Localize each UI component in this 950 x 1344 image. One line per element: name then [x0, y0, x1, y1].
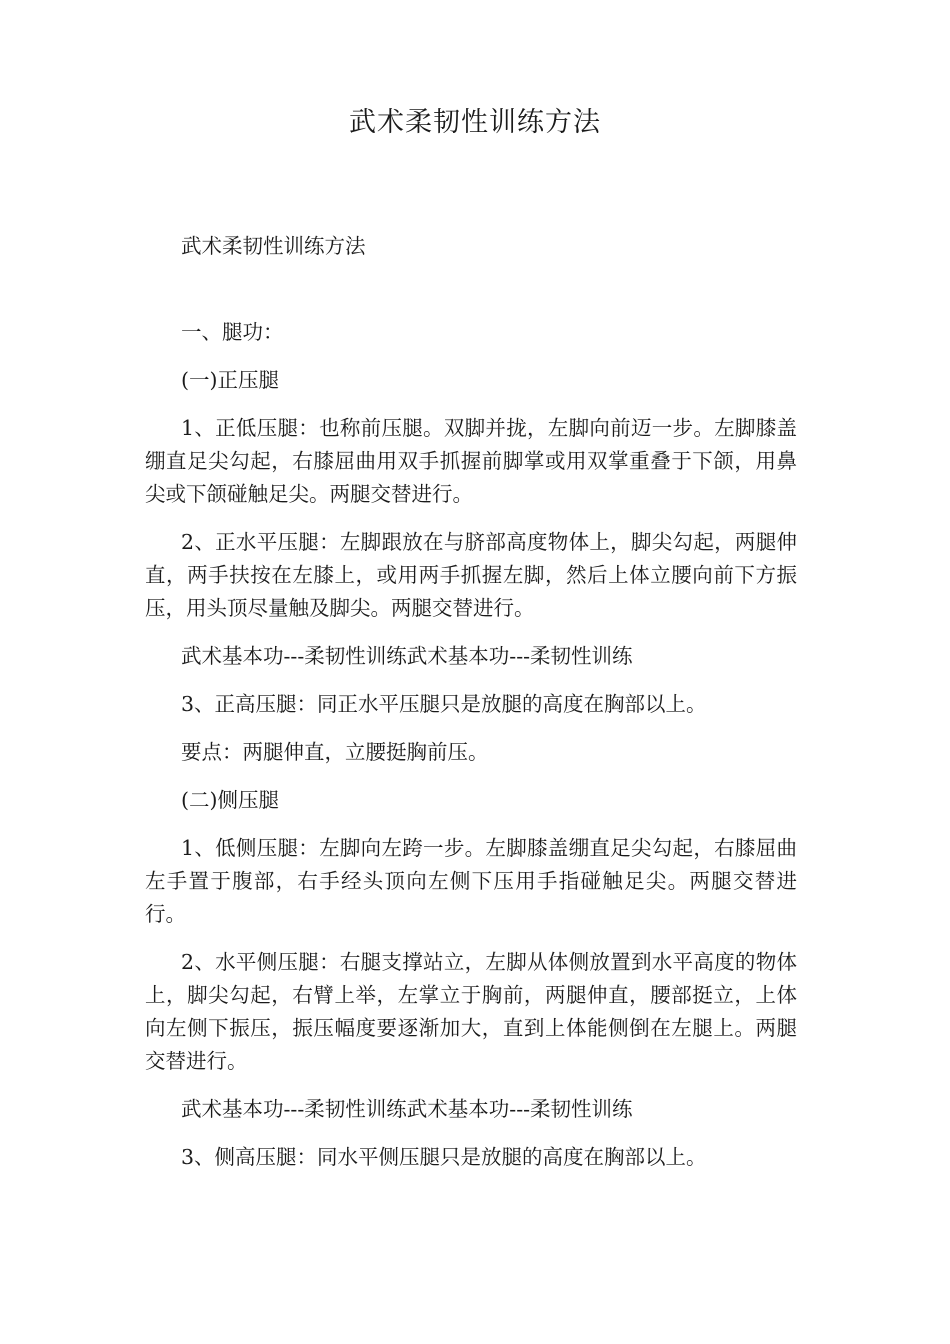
- paragraph-side-high-press: 3、侧高压腿：同水平侧压腿只是放腿的高度在胸部以上。: [181, 1145, 707, 1169]
- paragraph-side-level-press: 2、水平侧压腿：右腿支撑站立，左脚从体侧放置到水平高度的物体上，脚尖勾起，右臂上举，左掌立于胸前，两腿伸直，腰部挺立，上体向左侧下振压，振压幅度要逐渐加大，直到上体能侧倒在左腿上。两腿交替进行。: [145, 950, 797, 1073]
- paragraph-subtitle: 武术柔韧性训练方法: [181, 234, 366, 258]
- paragraph-front-level-press: 2、正水平压腿：左脚跟放在与脐部高度物体上，脚尖勾起，两腿伸直，两手扶按在左膝上，或用两手抓握左脚，然后上体立腰向前下方振压，用头顶尽量触及脚尖。两腿交替进行。: [145, 530, 797, 620]
- document-body: [145, 230, 797, 1174]
- paragraph-front-low-press: 1、正低压腿：也称前压腿。双脚并拢，左脚向前迈一步。左脚膝盖绷直足尖勾起，右膝屈曲用双手抓握前脚掌或用双掌重叠于下颌，用鼻尖或下颌碰触足尖。两腿交替进行。: [145, 416, 797, 506]
- section-heading-leg-work: 一、腿功：: [181, 320, 284, 344]
- document-title: 武术柔韧性训练方法: [349, 107, 601, 138]
- subsection-heading-side-press: (二)侧压腿: [181, 788, 279, 812]
- paragraph-front-high-press: 3、正高压腿：同正水平压腿只是放腿的高度在胸部以上。: [181, 692, 707, 716]
- subsection-heading-front-press: (一)正压腿: [181, 368, 279, 392]
- paragraph-side-low-press: 1、低侧压腿：左脚向左跨一步。左脚膝盖绷直足尖勾起，右膝屈曲左手置于腹部，右手经头顶向左侧下压用手指碰触足尖。两腿交替进行。: [145, 836, 797, 926]
- paragraph-key-points: 要点：两腿伸直，立腰挺胸前压。: [181, 740, 489, 764]
- paragraph-basic-skill-note-2: 武术基本功---柔韧性训练武术基本功---柔韧性训练: [181, 1097, 633, 1121]
- paragraph-basic-skill-note: 武术基本功---柔韧性训练武术基本功---柔韧性训练: [181, 644, 633, 668]
